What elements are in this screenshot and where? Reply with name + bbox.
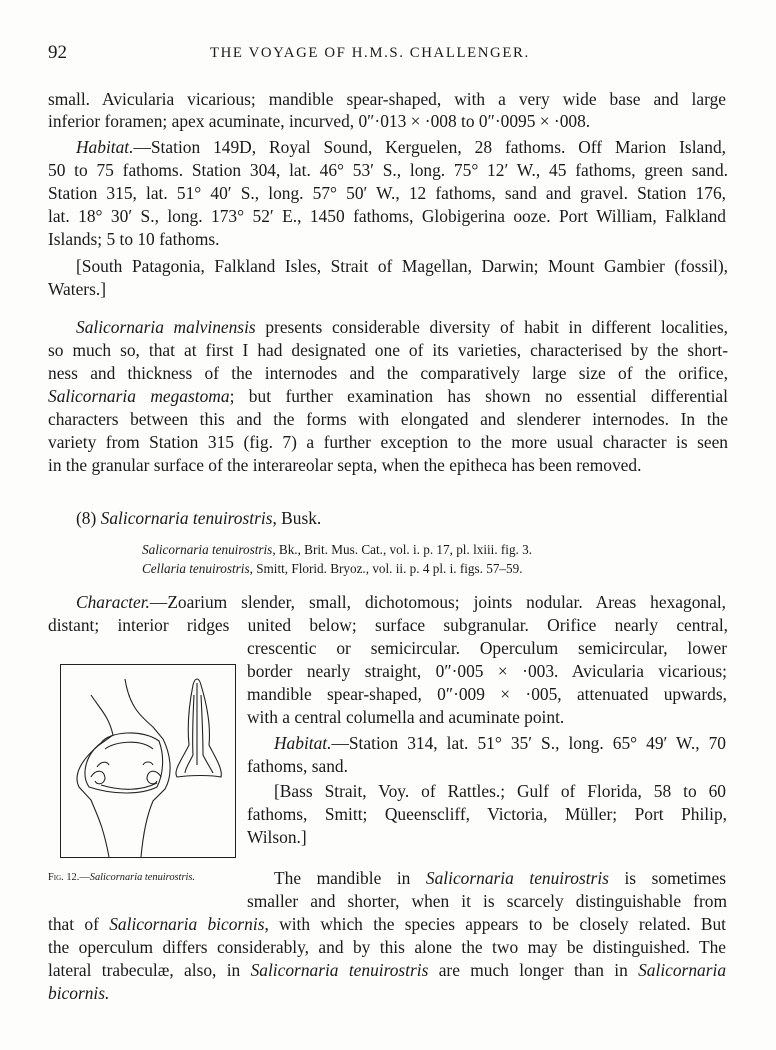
closing-line: The mandible in Salicornaria tenuirostris is sometimes (274, 868, 727, 888)
text-line: small. Avicularia vicarious; mandible spear-shaped, with a very wide base and large (48, 89, 726, 109)
detail-stroke (97, 762, 109, 767)
character-line: mandible spear-shaped, 0″·009 × ·005, attenuated upwards, (247, 684, 727, 704)
habitat-line: Habitat.—Station 149D, Royal Sound, Kerguelen, 28 fathoms. Off Marion Island, (76, 137, 726, 157)
distribution-line: Wilson.] (247, 827, 307, 847)
character-line: Character.—Zoarium slender, small, dichotomous; joints nodular. Areas hexagonal, (76, 592, 726, 612)
running-title: THE VOYAGE OF H.M.S. CHALLENGER. (210, 45, 530, 61)
habitat-line: Islands; 5 to 10 fathoms. (48, 229, 220, 249)
discussion-line: in the granular surface of the interareolar septa, when the epitheca has been removed. (48, 455, 642, 475)
species-heading: (8) Salicornaria tenuirostris, Busk. (76, 508, 322, 528)
synonym-line: Salicornaria tenuirostris, Bk., Brit. Mus. Cat., vol. i. p. 17, pl. lxiii. fig. 3. (142, 542, 533, 557)
character-line: crescentic or semicircular. Operculum semicircular, lower (247, 638, 727, 658)
lower-border (101, 783, 157, 789)
character-label: Character. (76, 592, 150, 612)
habitat-line: 50 to 75 fathoms. Station 304, lat. 46° 53′ S., long. 75° 12′ W., 45 fathoms, green sand. (48, 160, 728, 180)
distribution-line: fathoms, Smitt; Queenscliff, Victoria, Müller; Port Philip, (247, 804, 727, 824)
closing-line: lateral trabeculæ, also, in Salicornaria tenuirostris are much longer than in Salicornaria (48, 960, 727, 980)
habitat-line: Station 315, lat. 51° 40′ S., long. 57° 50′ W., 12 fathoms, sand and gravel. Station 176, (48, 183, 726, 203)
trabecula-left (91, 771, 105, 784)
zooecium-outline-left (77, 695, 113, 857)
closing-line: that of Salicornaria bicornis, with which the species appears to be closely related. But (48, 914, 726, 934)
mandible-outline (176, 679, 221, 777)
habitat-line: lat. 18° 30′ S., long. 173° 52′ E., 1450 fathoms, Globigerina ooze. Port William, Falkland (48, 206, 726, 226)
zooecium-drawing (61, 665, 235, 857)
closing-line: bicornis. (48, 983, 110, 1003)
zooecium-outline-right (125, 679, 170, 857)
detail-stroke (143, 762, 153, 765)
discussion-line: variety from Station 315 (fig. 7) a further exception to the more usual character is seen (48, 432, 728, 452)
character-line: with a central columella and acuminate point. (247, 707, 565, 727)
discussion-line: Salicornaria megastoma; but further examination has shown no essential differential (48, 386, 728, 406)
habitat-line: Habitat.—Station 314, lat. 51° 35′ S., long. 65° 49′ W., 70 (274, 733, 726, 753)
synonym-line: Cellaria tenuirostris, Smitt, Florid. Bryoz., vol. ii. p. 4 pl. i. figs. 57–59. (142, 561, 523, 576)
distribution-line: [Bass Strait, Voy. of Rattles.; Gulf of Florida, 58 to 60 (274, 781, 726, 801)
operculum-arc (105, 742, 153, 749)
closing-line: the operculum differs considerably, and by this alone the two may be distinguished. The (48, 937, 726, 957)
discussion-line: Salicornaria malvinensis presents considerable diversity of habit in different localities, (76, 317, 729, 337)
page-number: 92 (48, 42, 67, 63)
distribution-line: Waters.] (48, 279, 106, 299)
character-line: distant; interior ridges united below; surface subgranular. Orifice nearly central, (48, 615, 728, 635)
figure-caption: Fig. 12.—Salicornaria tenuirostris. (48, 872, 196, 883)
habitat-label: Habitat. (76, 137, 134, 157)
habitat-line: fathoms, sand. (247, 756, 348, 776)
figure-12 (60, 664, 236, 858)
discussion-line: characters between this and the forms with elongated and slenderer internodes. In the (48, 409, 728, 429)
distribution-line: [South Patagonia, Falkland Isles, Strait of Magellan, Darwin; Mount Gambier (fossil), (76, 256, 728, 276)
closing-line: smaller and shorter, when it is scarcely distinguishable from (247, 891, 727, 911)
text-line: inferior foramen; apex acuminate, incurved, 0″·013 × ·008 to 0″·0095 × ·008. (48, 111, 591, 131)
character-line: border nearly straight, 0″·005 × ·003. Avicularia vicarious; (247, 661, 727, 681)
discussion-line: so much so, that at first I had designated one of its varieties, characterised by the short- (48, 340, 728, 360)
discussion-line: ness and thickness of the internodes and the comparatively large size of the orifice, (48, 363, 728, 383)
